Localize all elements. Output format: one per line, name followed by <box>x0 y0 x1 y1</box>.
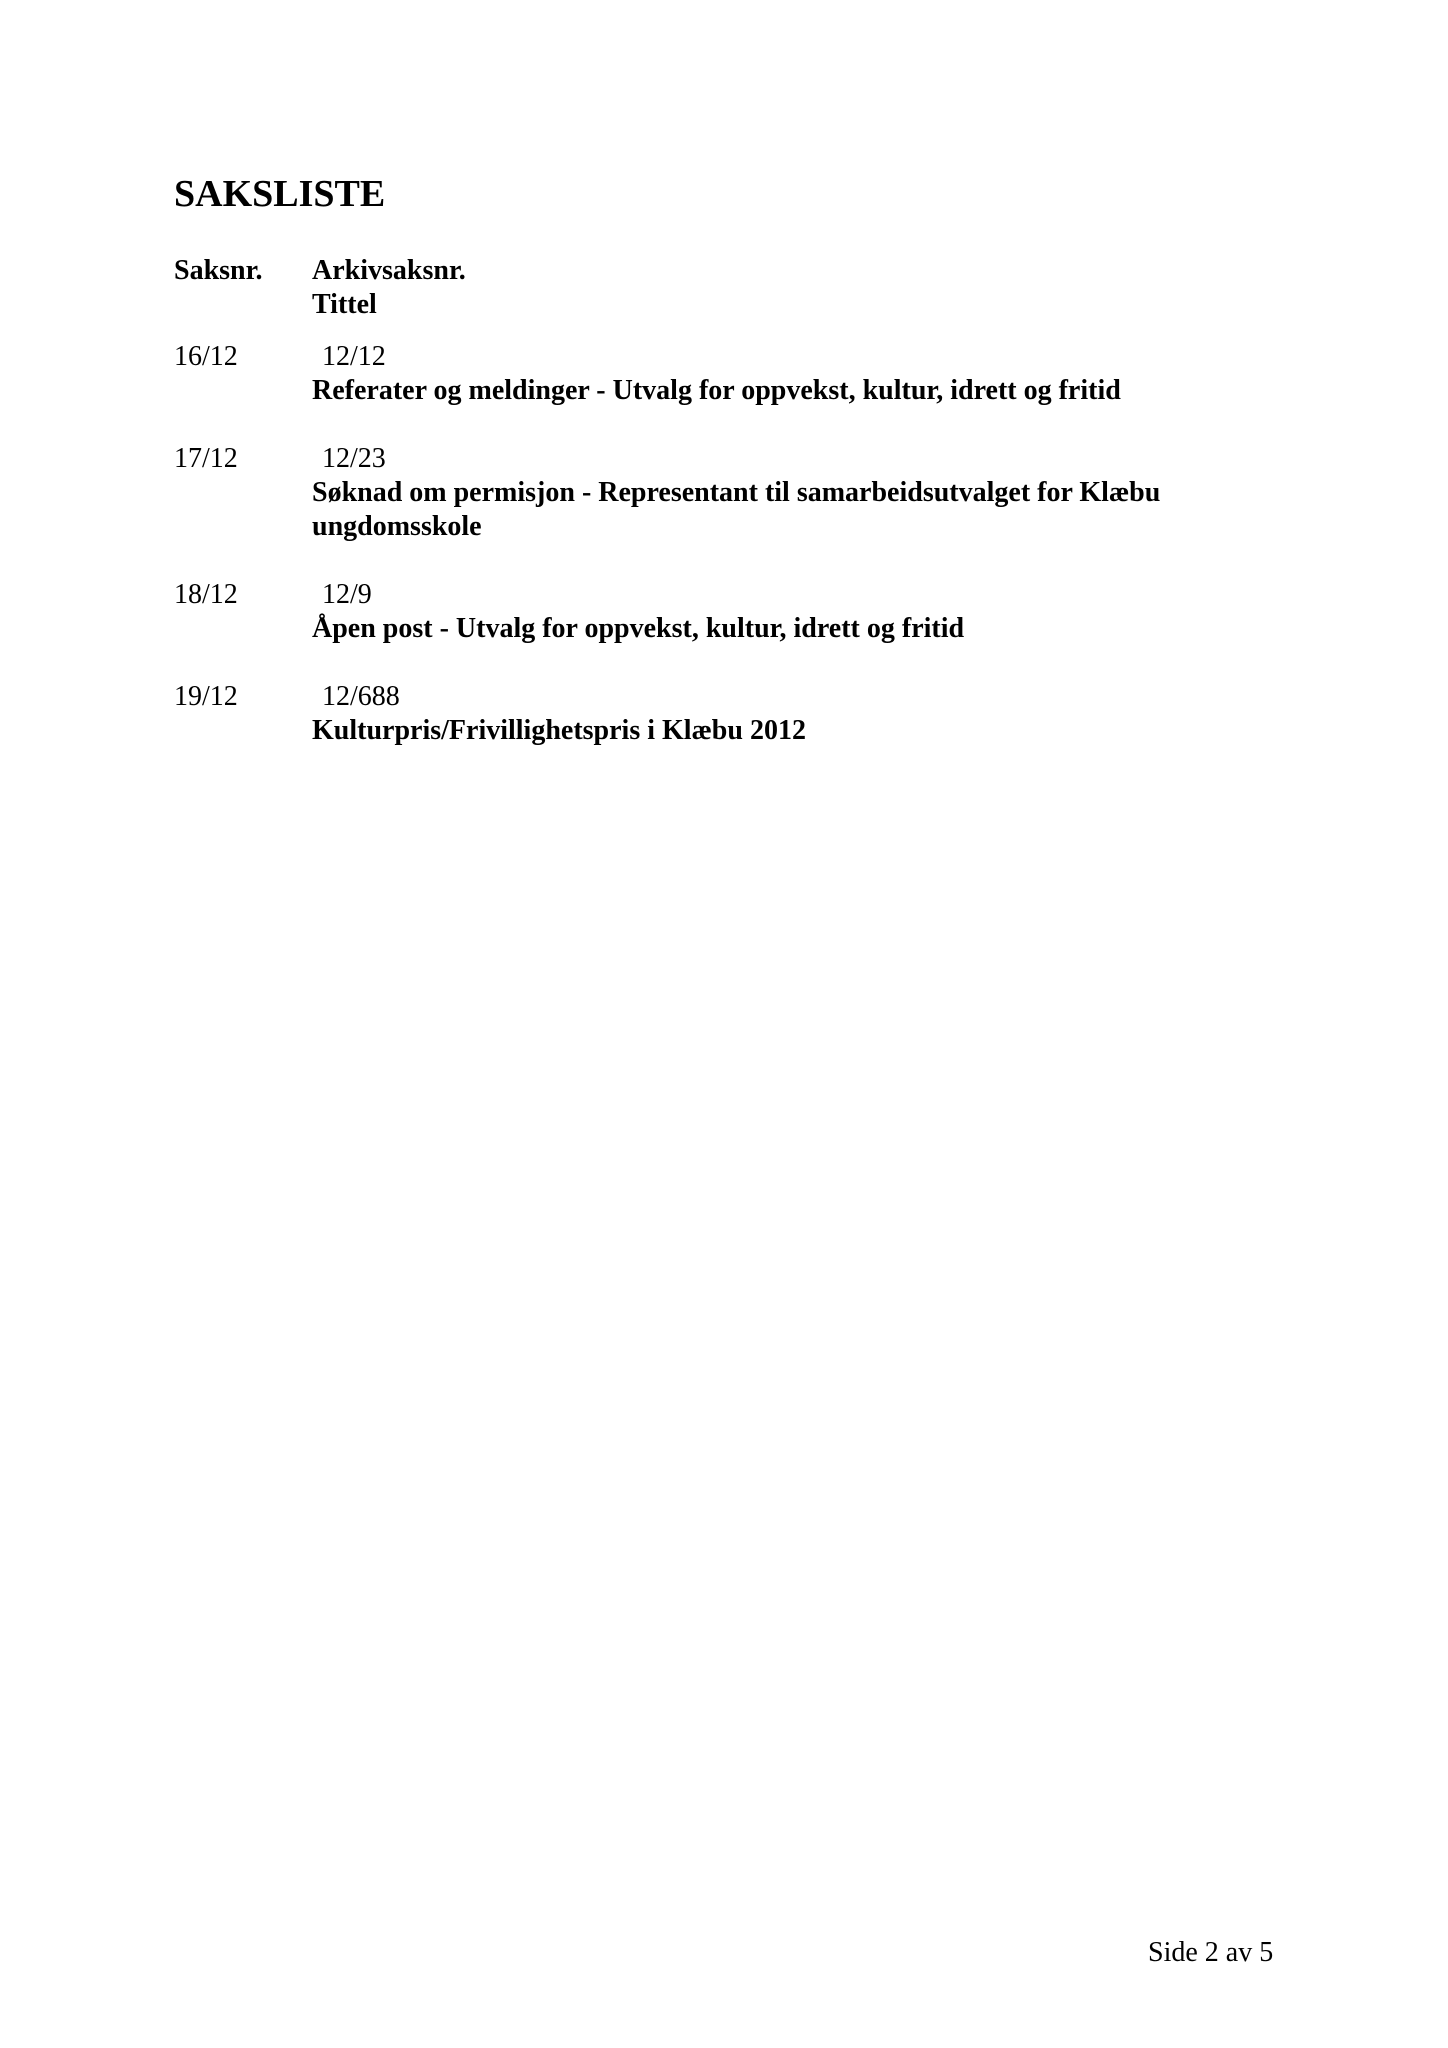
case-list <box>174 340 1274 782</box>
case-title: Søknad om permisjon - Representant til samarbeidsutvalget for Klæbu ungdomsskole <box>312 477 1161 542</box>
case-arkivsaksnr: 12/9 <box>322 579 372 610</box>
case-saksnr: 16/12 <box>174 341 238 372</box>
header-saksnr: Saksnr. <box>174 255 263 286</box>
case-item <box>174 680 1274 748</box>
case-saksnr: 19/12 <box>174 681 238 712</box>
case-title: Åpen post - Utvalg for oppvekst, kultur, idrett og fritid <box>312 613 965 644</box>
header-tittel: Tittel <box>312 289 377 320</box>
case-arkivsaksnr: 12/12 <box>322 341 386 372</box>
case-details <box>312 680 1274 748</box>
case-item <box>174 442 1274 544</box>
case-title: Referater og meldinger - Utvalg for oppvekst, kultur, idrett og fritid <box>312 375 1121 406</box>
header-arkivsaksnr: Arkivsaksnr. <box>312 255 466 286</box>
page-number: Side 2 av 5 <box>1148 1937 1274 1968</box>
case-saksnr: 18/12 <box>174 579 238 610</box>
case-arkivsaksnr: 12/23 <box>322 443 386 474</box>
page-title: SAKSLISTE <box>174 173 386 215</box>
case-details <box>312 442 1274 544</box>
case-details <box>312 578 1274 646</box>
header-right <box>312 254 466 322</box>
case-item <box>174 340 1274 408</box>
case-title: Kulturpris/Frivillighetspris i Klæbu 2012 <box>312 715 806 746</box>
case-item <box>174 578 1274 646</box>
case-details <box>312 340 1274 408</box>
case-saksnr: 17/12 <box>174 443 238 474</box>
case-arkivsaksnr: 12/688 <box>322 681 400 712</box>
